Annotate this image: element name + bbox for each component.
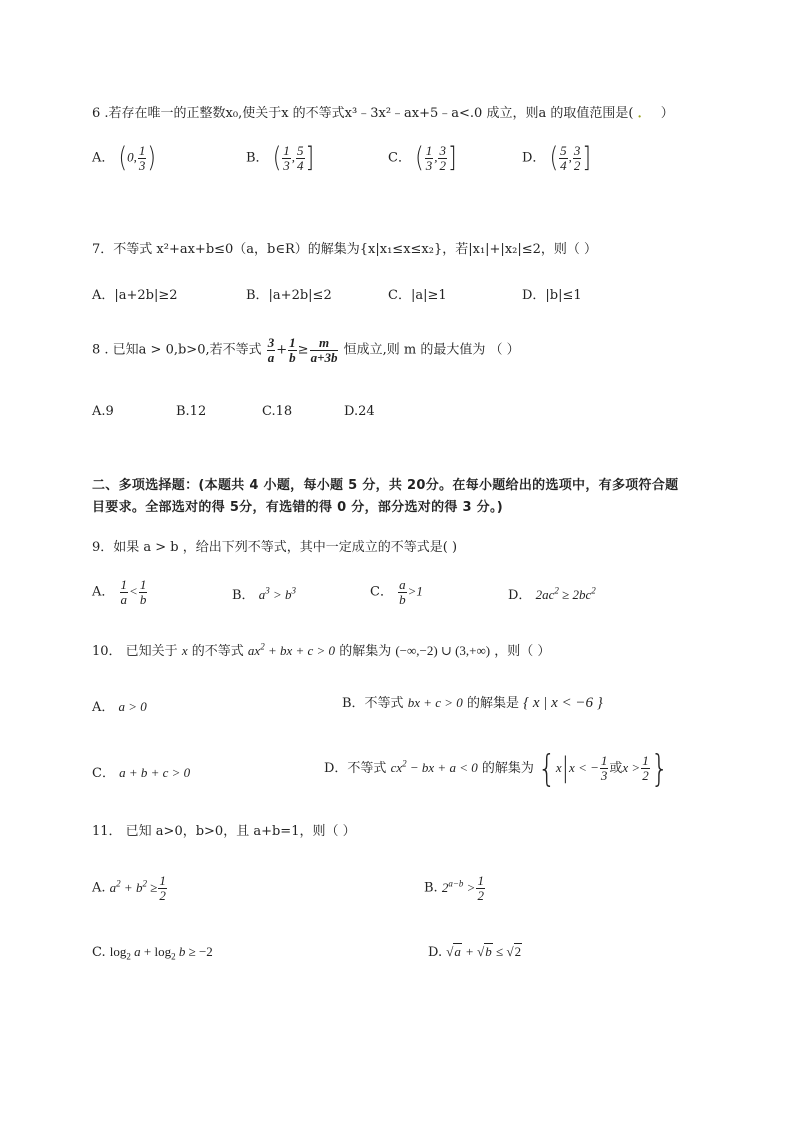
q6-mark: ． bbox=[637, 106, 651, 121]
q10-stem-c: 的解集为 bbox=[339, 644, 392, 659]
section2-heading-line1: 二、多项选择题：(本题共 4 小题，每小题 5 分，共 20分。在每小题给出的选项中，有多项符合题 bbox=[92, 478, 679, 493]
q9-option-b-label: B． bbox=[232, 588, 255, 603]
q8-stem-row: 8 . 已知a > 0,b>0,若不等式 $\frac{3}{a}$ + $\frac{1}{b}$ ≥ $\frac{m}{a+3b}$ 恒成立,则 m 的最大值为 （ ） bbox=[92, 335, 520, 365]
q8-stem-a: 8 . 已知a > 0,b>0,若不等式 bbox=[92, 342, 262, 358]
q8-stem-b: 恒成立,则 m 的最大值为 （ ） bbox=[343, 342, 520, 358]
q7-option-c: C．|a|≥1 bbox=[388, 288, 447, 303]
q6-option-c-label: C． bbox=[388, 150, 411, 166]
q10-option-c: C． a + b + c > 0 bbox=[92, 765, 191, 781]
q9-option-a-label: A． bbox=[92, 584, 115, 600]
q6-option-b: B． ( $\frac{1}{3}$ , $\frac{5}{4}$ ] bbox=[246, 142, 315, 174]
q10-option-b: B．不等式 bx + c > 0 的解集是 { x | x < −6 } bbox=[342, 695, 603, 711]
q9-option-c: C． $\frac{a}{b}$ >1 bbox=[370, 577, 423, 607]
q6-option-d-label: D． bbox=[522, 150, 546, 166]
q8-option-d: D.24 bbox=[344, 404, 375, 419]
q7-option-b: B．|a+2b|≤2 bbox=[246, 288, 332, 303]
q10-option-b-label2: 的解集是 bbox=[466, 696, 519, 711]
q10-stem-d: ，则（ ） bbox=[494, 644, 551, 659]
q10-stem-row: 10． 已知关于 x 的不等式 $ax^2$ + bx + c > 0 的解集为 (−∞,−2) ∪ (3,+∞) ，则（ ） bbox=[92, 641, 551, 659]
q6-close: ） bbox=[660, 106, 674, 121]
q6-option-d: D． ( $\frac{5}{4}$ , $\frac{3}{2}$ ] bbox=[522, 142, 592, 174]
q11-option-d: D. √a + √b ≤ √2 bbox=[428, 944, 522, 960]
q6-option-a: A． (0, $\frac{1}{3}$ ) bbox=[92, 142, 156, 174]
q10-option-d: D．不等式 $cx^2$ − bx + a < 0 的解集为 {x|x < − $\frac{1}{3}$ 或x > $\frac{1}{2}$ } bbox=[324, 747, 669, 790]
q7-stem: 7．不等式 x²+ax+b≤0（a，b∈R）的解集为{x|x₁≤x≤x₂}，若|x₁|+|x₂|≤2，则（ ） bbox=[92, 242, 598, 257]
q10-stem-b: 的不等式 bbox=[191, 644, 244, 659]
q11-option-a: A. $a^2 + b^2$ ≥ $\frac{1}{2}$ bbox=[92, 873, 166, 903]
q9-option-d-label: D． bbox=[508, 588, 532, 603]
q9-option-d: D． $2ac^2 \ge 2bc^2$ bbox=[508, 585, 596, 603]
q10-stem-a: 10． 已知关于 bbox=[92, 644, 178, 659]
q11-option-b: B. $2^{a-b}$ > $\frac{1}{2}$ bbox=[424, 873, 484, 903]
section2-heading-line2: 目要求。全部选对的得 5分，有选错的得 0 分，部分选对的得 3 分。) bbox=[92, 500, 504, 515]
q8-option-c: C.18 bbox=[262, 404, 293, 419]
q11-option-c-label: C. bbox=[92, 945, 106, 960]
q10-option-d-label2: 的解集为 bbox=[481, 761, 534, 776]
q11-option-d-label: D. bbox=[428, 945, 443, 960]
q11-stem: 11． 已知 a>0，b>0，且 a+b=1，则（ ） bbox=[92, 824, 356, 839]
q7-option-d: D．|b|≤1 bbox=[522, 288, 582, 303]
q11-option-b-label: B. bbox=[424, 880, 438, 896]
q11-option-c: C. $\log_2 a + \log_2 b \ge -2$ bbox=[92, 944, 213, 962]
q10-option-a-label: A． bbox=[92, 700, 115, 715]
q6-option-a-label: A． bbox=[92, 150, 115, 166]
q10-option-d-or: 或 bbox=[609, 761, 623, 776]
q10-option-a: A． a > 0 bbox=[92, 699, 147, 715]
q9-option-c-label: C． bbox=[370, 584, 393, 600]
q10-option-b-label: B．不等式 bbox=[342, 696, 404, 711]
q6-option-b-label: B． bbox=[246, 150, 269, 166]
q6-stem: 6 .若存在唯一的正整数x₀,使关于x 的不等式x³﹣3x²﹣ax+5﹣a<.0 成立，则a 的取值范围是( bbox=[92, 106, 634, 121]
q10-option-d-label: D．不等式 bbox=[324, 761, 387, 776]
q11-option-a-label: A. bbox=[92, 880, 106, 896]
q6-option-c: C． ( $\frac{1}{3}$ , $\frac{3}{2}$ ] bbox=[388, 142, 457, 174]
q9-option-b: B． $a^3 > b^3$ bbox=[232, 585, 296, 603]
q8-option-a: A.9 bbox=[92, 404, 114, 419]
q9-stem: 9．如果 a > b ，给出下列不等式，其中一定成立的不等式是( ) bbox=[92, 540, 458, 555]
q8-option-b: B.12 bbox=[176, 404, 207, 419]
q6-stem-row bbox=[92, 102, 674, 121]
q9-option-a: A． $\frac{1}{a}$ < $\frac{1}{b}$ bbox=[92, 577, 147, 607]
q7-option-a: A．|a+2b|≥2 bbox=[92, 288, 178, 303]
q10-option-c-label: C． bbox=[92, 766, 115, 781]
